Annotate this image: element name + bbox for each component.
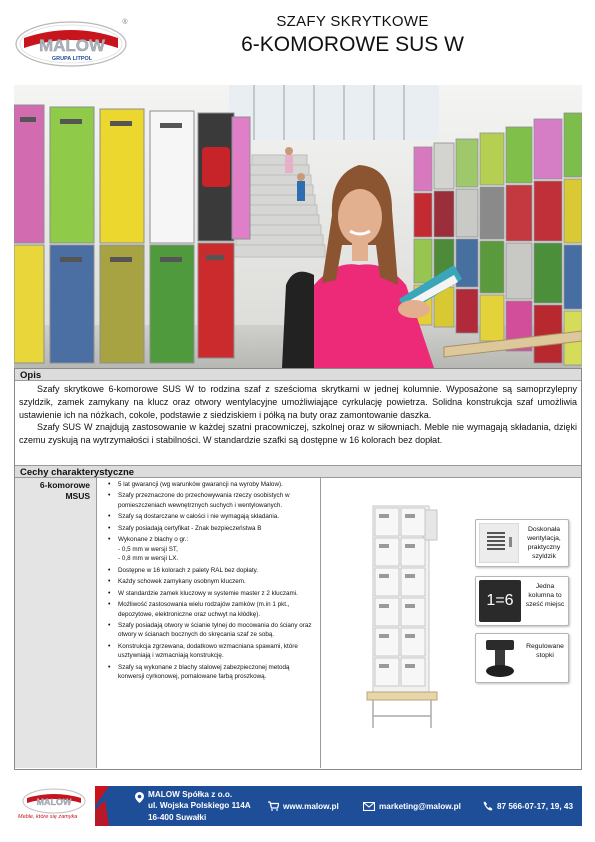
locker-product-image — [363, 500, 443, 730]
ventilation-text: Doskonała wentylacja, praktyczny szyldzik — [527, 526, 561, 560]
svg-text:MALOW: MALOW — [36, 797, 72, 807]
features-list — [103, 480, 316, 682]
ventilation-card — [475, 519, 569, 567]
hero-photo — [14, 85, 582, 368]
cechy-table — [15, 478, 581, 768]
footer-slogan: Meble, które się zamyka — [18, 814, 78, 820]
opis-heading: Opis — [15, 369, 581, 381]
feature-item: • Możliwość zastosowania wielu rodzajów zamków (m.in 1 pkt., depozytowe, elektroniczne oraz uchwyt na kłódkę). — [103, 600, 316, 619]
feature-item: • Szafy są dostarczane w całości i nie wymagają składania. — [103, 512, 316, 522]
malow-logo — [15, 18, 133, 68]
footer-company: MALOW Spółka z o.o. — [148, 789, 233, 799]
features-cell — [97, 478, 321, 768]
model-line-1: 6-komorowe — [39, 480, 90, 490]
footer-city: 16-400 Suwałki — [148, 812, 207, 822]
footer-website[interactable] — [268, 786, 339, 826]
ratio-card — [475, 576, 569, 626]
email-link[interactable]: marketing@malow.pl — [379, 801, 461, 811]
footer-email[interactable] — [363, 786, 461, 826]
location-pin-icon — [135, 792, 144, 803]
phone-number[interactable]: 87 566-07-17, 19, 43 — [497, 801, 574, 811]
feature-item: • Dostępne w 16 kolorach z palety RAL bez dopłaty. — [103, 566, 316, 576]
adjustable-foot-icon — [482, 638, 518, 680]
footer-logo — [22, 788, 86, 814]
opis-text — [15, 381, 581, 466]
title-category: SZAFY SKRYTKOWE — [276, 13, 429, 30]
footer-street: ul. Wojska Polskiego 114A — [148, 801, 251, 811]
spec-box — [14, 368, 582, 770]
product-visuals — [321, 478, 582, 768]
feature-item: • Wykonane z blachy o gr.: - 0,5 mm w wersji ST, - 0,8 mm w wersji LX. — [103, 535, 316, 564]
feature-item: • Konstrukcja zgrzewana, dodatkowo wzmacniana spawami, które usztywniają i wzmacniają konstrukcję. — [103, 642, 316, 661]
opis-paragraph-1: Szafy skrytkowe 6-komorowe SUS W to rodzina szaf z sześcioma skrytkami w jednej kolumnie. Wyposażone są samoprzylepny szyldzik, zamek zamykany na klucz oraz otwory wentylacyjne umożliwiające cyrkulację powietrza. Solidna konstrukcja szaf umożliwia ustawienie ich na nóżkach, cokole, podstawie z siedziskiem i półką na buty oraz zamontowanie daszka. — [19, 384, 577, 420]
cechy-heading: Cechy charakterystyczne — [15, 466, 581, 478]
ventilation-icon — [479, 523, 519, 563]
svg-text:®: ® — [122, 19, 128, 26]
feature-item: • Szafy posiadają certyfikat - Znak bezpieczeństwa B — [103, 524, 316, 534]
opis-paragraph-2: Szafy SUS W znajdują zastosowanie w każdej szatni pracowniczej, szkolnej oraz w siłowniach. Meble nie wymagają składania, dzięki czemu zyskują na wytrzymałości i stabilności. W standardzie szafki są dostępne w 16 kolorach bez dopłat. — [19, 422, 577, 446]
website-link[interactable]: www.malow.pl — [283, 801, 339, 811]
footer-phone[interactable] — [483, 786, 573, 826]
ratio-symbol: 1=6 — [479, 580, 521, 622]
page-title — [150, 12, 555, 57]
feet-text: Regulowane stopki — [526, 643, 564, 659]
ratio-text: Jedna kolumna to sześć miejsc — [525, 583, 565, 608]
cart-icon — [268, 801, 279, 811]
feature-item: • Każdy schowek zamykany osobnym kluczem. — [103, 577, 316, 587]
feature-item: • Szafy przeznaczone do przechowywania rzeczy osobistych w pomieszczeniach wewnętrznych suchych i wentylowanych. — [103, 491, 316, 510]
feature-item: • W standardzie zamek kluczowy w systemie master z 2 kluczami. — [103, 589, 316, 599]
svg-text:GRUPA LITPOL: GRUPA LITPOL — [51, 56, 93, 62]
mail-icon — [363, 802, 375, 811]
feature-item: • 5 lat gwarancji (wg warunków gwarancji na wyroby Malow). — [103, 480, 316, 490]
feet-card — [475, 633, 569, 683]
footer-contact-bar — [95, 786, 582, 826]
title-product: 6-KOMOROWE SUS W — [241, 33, 464, 56]
phone-icon — [483, 801, 493, 811]
model-name-cell — [15, 478, 97, 768]
model-line-2: MSUS — [65, 491, 90, 501]
footer-stripe-decoration — [95, 786, 117, 826]
feature-item: • Szafy są wykonane z blachy stalowej zabezpieczonej metodą konwersji cyrkonowej, pomalowane farbą proszkową. — [103, 663, 316, 682]
svg-text:MALOW: MALOW — [38, 36, 106, 55]
feature-item: • Szafy posiadają otwory w ścianie tylnej do mocowania do ściany oraz otwory w ścianach bocznych do skręcania szaf ze sobą. — [103, 621, 316, 640]
footer-address — [135, 786, 251, 826]
